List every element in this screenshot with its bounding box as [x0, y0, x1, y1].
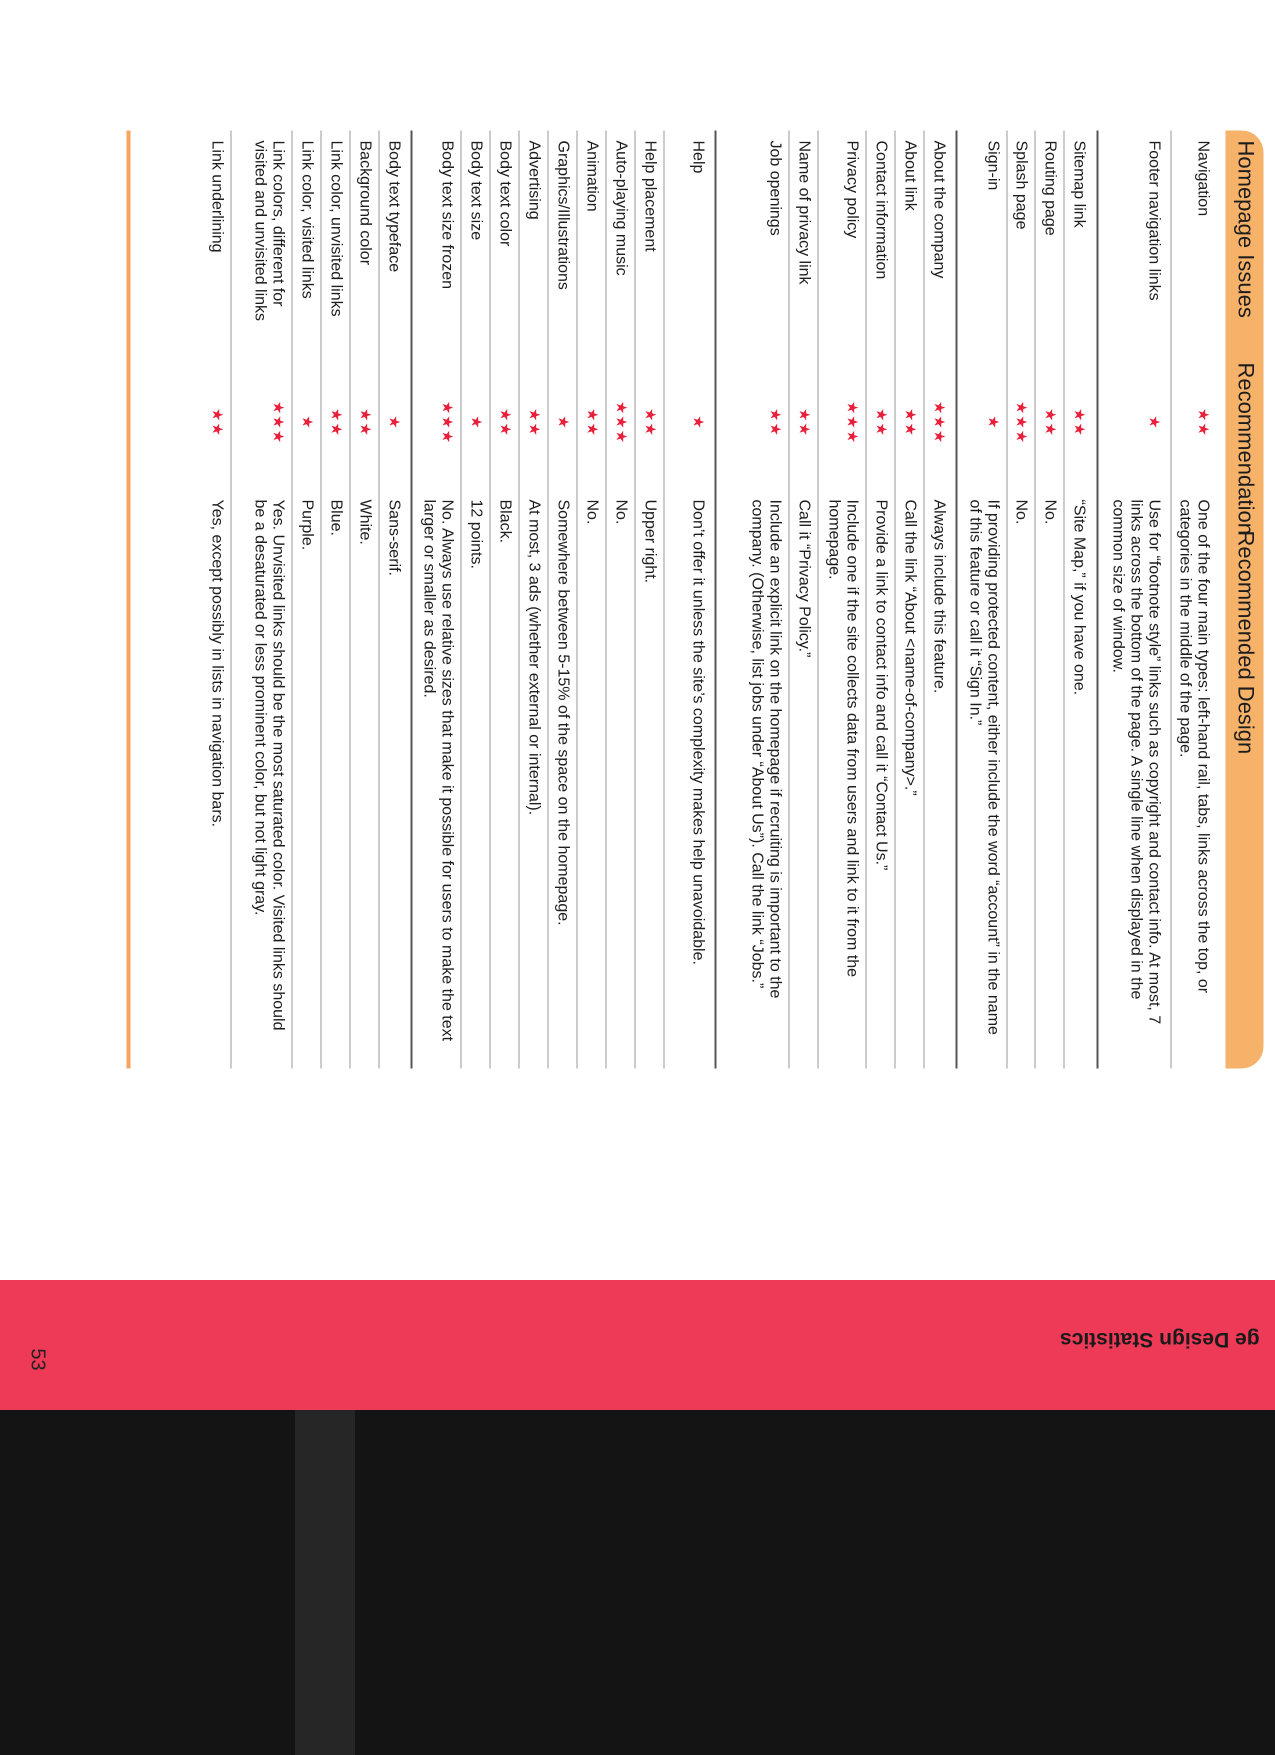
star-rating: ★★	[525, 407, 542, 437]
star-rating: ★★	[766, 407, 783, 437]
star-rating: ★★★	[1012, 400, 1029, 444]
issue-cell: Navigation	[1194, 140, 1211, 216]
issue-cell: Help placement	[641, 140, 658, 252]
issue-cell: Body text color	[496, 140, 513, 246]
star-rating: ★	[1145, 414, 1162, 430]
row-divider	[378, 130, 379, 1068]
issue-cell: Routing page	[1041, 140, 1058, 236]
row-divider	[817, 130, 818, 1068]
star-rating: ★★	[795, 407, 812, 437]
star-rating: ★★★	[269, 400, 286, 444]
design-cell: Yes. Unvisited links should be the most saturated color. Visited links should be a desaturated or less prominent color, but not light gray.	[251, 499, 286, 1030]
design-cell: Include one if the site collects data from users and link to it from the homepage.	[825, 499, 860, 977]
design-cell: White.	[356, 499, 373, 545]
row-divider	[894, 130, 895, 1068]
design-cell: One of the four main types: left-hand rail, tabs, links across the top, or categories in the middle of the page.	[1176, 499, 1211, 993]
star-rating: ★★★	[930, 400, 947, 444]
table-header	[1225, 130, 1263, 1068]
star-rating: ★★★	[843, 400, 860, 444]
design-cell: No.	[583, 499, 600, 524]
header-issues: Homepage Issues	[1233, 140, 1258, 318]
section-divider	[1096, 130, 1098, 1068]
issue-cell: Auto-playing music	[612, 140, 629, 276]
design-cell: Don’t offer it unless the site’s complexity makes help unavoidable.	[689, 499, 706, 965]
design-cell: Purple.	[298, 499, 315, 550]
recommendations-table	[120, 130, 1263, 1068]
star-rating: ★	[298, 414, 315, 430]
design-cell: Include an explicit link on the homepage if recruiting is important to the company. (Otherwise, list jobs under “About Us”). Call the link “Jobs.”	[748, 499, 783, 998]
row-divider	[460, 130, 461, 1068]
row-divider	[788, 130, 789, 1068]
star-rating: ★	[984, 414, 1001, 430]
issue-cell: Link color, visited links	[298, 140, 315, 299]
issue-cell: Sitemap link	[1070, 140, 1087, 228]
design-cell: Upper right.	[641, 499, 658, 583]
issue-cell: About the company	[930, 140, 947, 278]
design-cell: Use for “footnote style” links such as copyright and contact info. At most, 7 links across the bottom of the page. A single line when displayed in the common size of window.	[1109, 499, 1162, 1024]
design-cell: No.	[612, 499, 629, 524]
issue-cell: Job openings	[766, 140, 783, 236]
row-divider	[634, 130, 635, 1068]
row-divider	[230, 130, 231, 1068]
star-rating: ★★	[901, 407, 918, 437]
section-divider	[410, 130, 412, 1068]
header-recommendation: Recommendation	[1233, 362, 1258, 535]
row-divider	[1170, 130, 1171, 1068]
issue-cell: Link underlining	[208, 140, 225, 253]
page-number: 53	[26, 1348, 49, 1371]
star-rating: ★★★	[438, 400, 455, 444]
issue-cell: Background color	[356, 140, 373, 265]
issue-cell: Animation	[583, 140, 600, 212]
row-divider	[547, 130, 548, 1068]
design-cell: No. Always use relative sizes that make it possible for users to make the text larger or smaller as desired.	[420, 499, 455, 1041]
star-rating: ★	[554, 414, 571, 430]
scan-edge-shadow	[295, 1410, 355, 1755]
design-cell: Somewhere between 5-15% of the space on the homepage.	[554, 499, 571, 926]
issue-cell: Body text size frozen	[438, 140, 455, 289]
row-divider	[605, 130, 606, 1068]
row-divider	[576, 130, 577, 1068]
issue-cell: Splash page	[1012, 140, 1029, 229]
row-divider	[349, 130, 350, 1068]
row-divider	[518, 130, 519, 1068]
scan-edge-black	[0, 1410, 1275, 1755]
design-cell: No.	[1041, 499, 1058, 524]
star-rating: ★★	[1194, 407, 1211, 437]
design-cell: “Site Map,” if you have one.	[1070, 499, 1087, 695]
star-rating: ★★	[1041, 407, 1058, 437]
star-rating: ★	[467, 414, 484, 430]
section-divider	[955, 130, 957, 1068]
issue-cell: Link colors, different for visited and unvisited links	[251, 140, 286, 321]
issue-cell: Contact information	[872, 140, 889, 279]
star-rating: ★★	[496, 407, 513, 437]
star-rating: ★★	[356, 407, 373, 437]
issue-cell: Sign-in	[984, 140, 1001, 190]
row-divider	[923, 130, 924, 1068]
design-cell: Call the link “About <name-of-company>.”	[901, 499, 918, 796]
row-divider	[291, 130, 292, 1068]
issue-cell: Body text typeface	[385, 140, 402, 272]
design-cell: Yes, except possibly in lists in navigation bars.	[208, 499, 225, 827]
section-divider	[714, 130, 716, 1068]
star-rating: ★★	[641, 407, 658, 437]
star-rating: ★★	[327, 407, 344, 437]
issue-cell: Advertising	[525, 140, 542, 220]
row-divider	[1034, 130, 1035, 1068]
star-rating: ★	[385, 414, 402, 430]
issue-cell: Graphics/Illustrations	[554, 140, 571, 290]
row-divider	[1006, 130, 1007, 1068]
recommendations-table-wrap	[120, 130, 1263, 1068]
issue-cell: Body text size	[467, 140, 484, 240]
design-cell: Provide a link to contact info and call it “Contact Us.”	[872, 499, 889, 870]
design-cell: Sans-serif.	[385, 499, 402, 576]
design-cell: 12 points.	[467, 499, 484, 569]
star-rating: ★★	[208, 407, 225, 437]
row-divider	[663, 130, 664, 1068]
chapter-title: ge Design Statistics	[1060, 1328, 1260, 1351]
row-divider	[489, 130, 490, 1068]
design-cell: Always include this feature.	[930, 499, 947, 693]
star-rating: ★	[689, 414, 706, 430]
star-rating: ★★	[583, 407, 600, 437]
design-cell: Black.	[496, 499, 513, 543]
issue-cell: Privacy policy	[843, 140, 860, 238]
issue-cell: Link color, unvisited links	[327, 140, 344, 317]
design-cell: If providing protected content, either include the word “account” in the name of this feature or call it “Sign In.”	[966, 499, 1001, 1035]
header-design: Recommended Design	[1233, 530, 1258, 754]
star-rating: ★★	[1070, 407, 1087, 437]
design-cell: No.	[1012, 499, 1029, 524]
star-rating: ★★★	[612, 400, 629, 444]
design-cell: Blue.	[327, 499, 344, 536]
issue-cell: About link	[901, 140, 918, 211]
design-cell: Call it “Privacy Policy.”	[795, 499, 812, 657]
issue-cell: Footer navigation links	[1145, 140, 1162, 301]
row-divider	[865, 130, 866, 1068]
issue-cell: Help	[689, 140, 706, 173]
issue-cell: Name of privacy link	[795, 140, 812, 285]
row-divider	[1063, 130, 1064, 1068]
star-rating: ★★	[872, 407, 889, 437]
row-divider	[320, 130, 321, 1068]
design-cell: At most, 3 ads (whether external or internal).	[525, 499, 542, 815]
table-bottom-rule	[126, 130, 130, 1068]
